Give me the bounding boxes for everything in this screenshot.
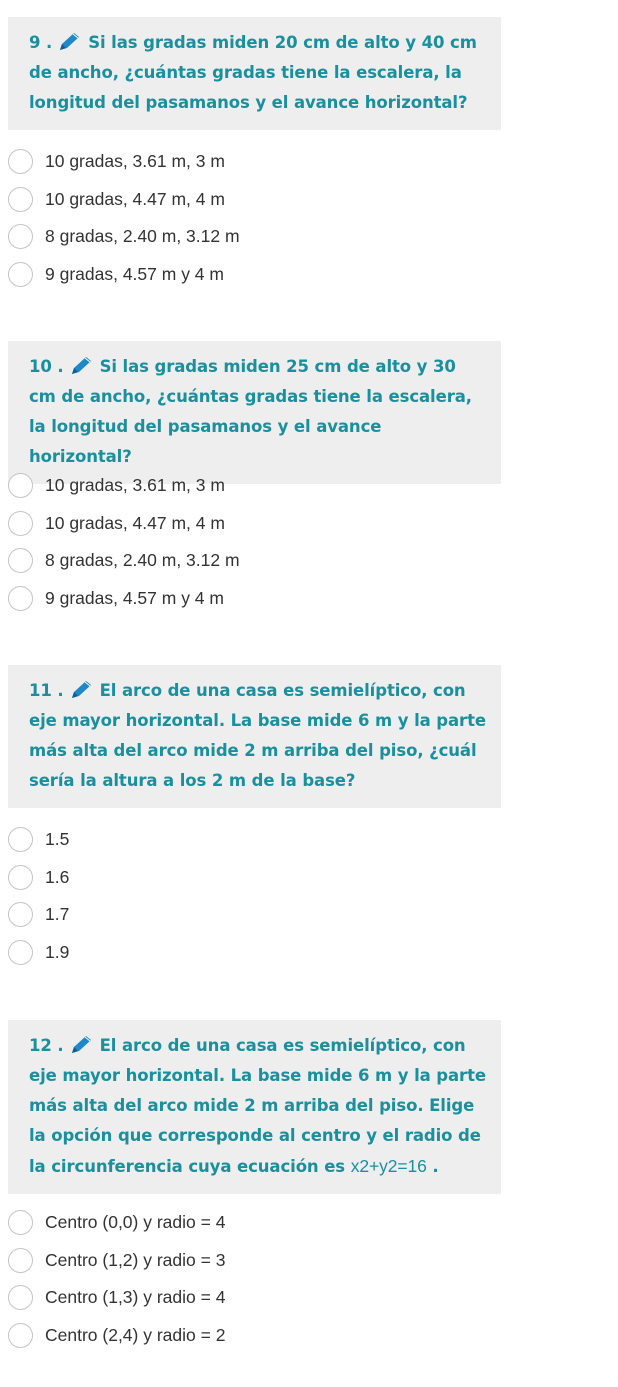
question-body: El arco de una casa es semielíptico, con eje mayor horizontal. La base mide 6 m y la parte más alta del arco mide 2 m arriba del piso, ¿cuál sería la altura a los 2 m de la base? (29, 681, 486, 790)
option-label: 1.7 (45, 904, 70, 925)
option-label: Centro (1,3) y radio = 4 (45, 1287, 226, 1308)
question-10 (8, 341, 501, 484)
option-11-d[interactable] (8, 934, 508, 972)
option-11-b[interactable] (8, 859, 508, 897)
option-10-c[interactable] (8, 542, 508, 580)
option-label: 8 gradas, 2.40 m, 3.12 m (45, 550, 240, 571)
option-10-d[interactable] (8, 580, 508, 618)
radio-button[interactable] (8, 187, 33, 212)
option-label: 10 gradas, 4.47 m, 4 m (45, 188, 225, 209)
radio-button[interactable] (8, 1210, 33, 1235)
radio-button[interactable] (8, 586, 33, 611)
radio-button[interactable] (8, 940, 33, 965)
radio-button[interactable] (8, 902, 33, 927)
radio-button[interactable] (8, 224, 33, 249)
question-number: 11 . (29, 681, 64, 700)
question-9 (8, 17, 501, 130)
radio-button[interactable] (8, 865, 33, 890)
options-10 (8, 467, 508, 617)
question-body: Si las gradas miden 20 cm de alto y 40 cm de ancho, ¿cuántas gradas tiene la escalera, la longitud del pasamanos y el avance horizontal? (29, 33, 477, 112)
question-text (29, 1020, 487, 1194)
question-body: El arco de una casa es semielíptico, con eje mayor horizontal. La base mide 6 m y la parte más alta del arco mide 2 m arriba del piso. Elige la opción que corresponde al centro y el radio de la circunferencia cuya ecuación es (29, 1036, 486, 1176)
option-label: 1.5 (45, 829, 70, 850)
equation: x2+y2=16 (350, 1156, 427, 1176)
question-12 (8, 1020, 501, 1194)
question-body: Si las gradas miden 25 cm de alto y 30 cm de ancho, ¿cuántas gradas tiene la escalera, la longitud del pasamanos y el avance horizontal? (29, 357, 472, 466)
option-label: Centro (1,2) y radio = 3 (45, 1249, 226, 1270)
option-12-b[interactable] (8, 1242, 508, 1280)
question-11 (8, 665, 501, 808)
radio-button[interactable] (8, 1285, 33, 1310)
radio-button[interactable] (8, 149, 33, 174)
radio-button[interactable] (8, 262, 33, 287)
option-12-d[interactable] (8, 1317, 508, 1355)
radio-button[interactable] (8, 548, 33, 573)
radio-button[interactable] (8, 511, 33, 536)
question-end: . (426, 1157, 439, 1176)
options-11 (8, 821, 508, 971)
question-text (29, 341, 487, 484)
option-label: Centro (2,4) y radio = 2 (45, 1324, 226, 1345)
option-10-b[interactable] (8, 505, 508, 543)
option-10-a[interactable] (8, 467, 508, 505)
option-12-a[interactable] (8, 1204, 508, 1242)
radio-button[interactable] (8, 1323, 33, 1348)
question-text (29, 665, 487, 808)
option-label: 8 gradas, 2.40 m, 3.12 m (45, 226, 240, 247)
options-9 (8, 143, 508, 293)
option-12-c[interactable] (8, 1279, 508, 1317)
question-number: 10 . (29, 357, 64, 376)
option-9-b[interactable] (8, 181, 508, 219)
option-label: 10 gradas, 3.61 m, 3 m (45, 475, 225, 496)
question-number: 9 . (29, 33, 53, 52)
radio-button[interactable] (8, 827, 33, 852)
option-label: 1.9 (45, 941, 70, 962)
question-text (29, 17, 487, 130)
radio-button[interactable] (8, 473, 33, 498)
pencil-icon (70, 679, 94, 699)
option-label: 1.6 (45, 866, 70, 887)
option-label: Centro (0,0) y radio = 4 (45, 1212, 226, 1233)
option-label: 9 gradas, 4.57 m y 4 m (45, 587, 224, 608)
option-11-c[interactable] (8, 896, 508, 934)
option-9-d[interactable] (8, 256, 508, 294)
option-9-a[interactable] (8, 143, 508, 181)
option-label: 10 gradas, 4.47 m, 4 m (45, 512, 225, 533)
radio-button[interactable] (8, 1248, 33, 1273)
option-9-c[interactable] (8, 218, 508, 256)
pencil-icon (70, 355, 94, 375)
option-label: 9 gradas, 4.57 m y 4 m (45, 263, 224, 284)
pencil-icon (70, 1034, 94, 1054)
question-number: 12 . (29, 1036, 64, 1055)
pencil-icon (58, 31, 82, 51)
option-11-a[interactable] (8, 821, 508, 859)
options-12 (8, 1204, 508, 1354)
option-label: 10 gradas, 3.61 m, 3 m (45, 151, 225, 172)
